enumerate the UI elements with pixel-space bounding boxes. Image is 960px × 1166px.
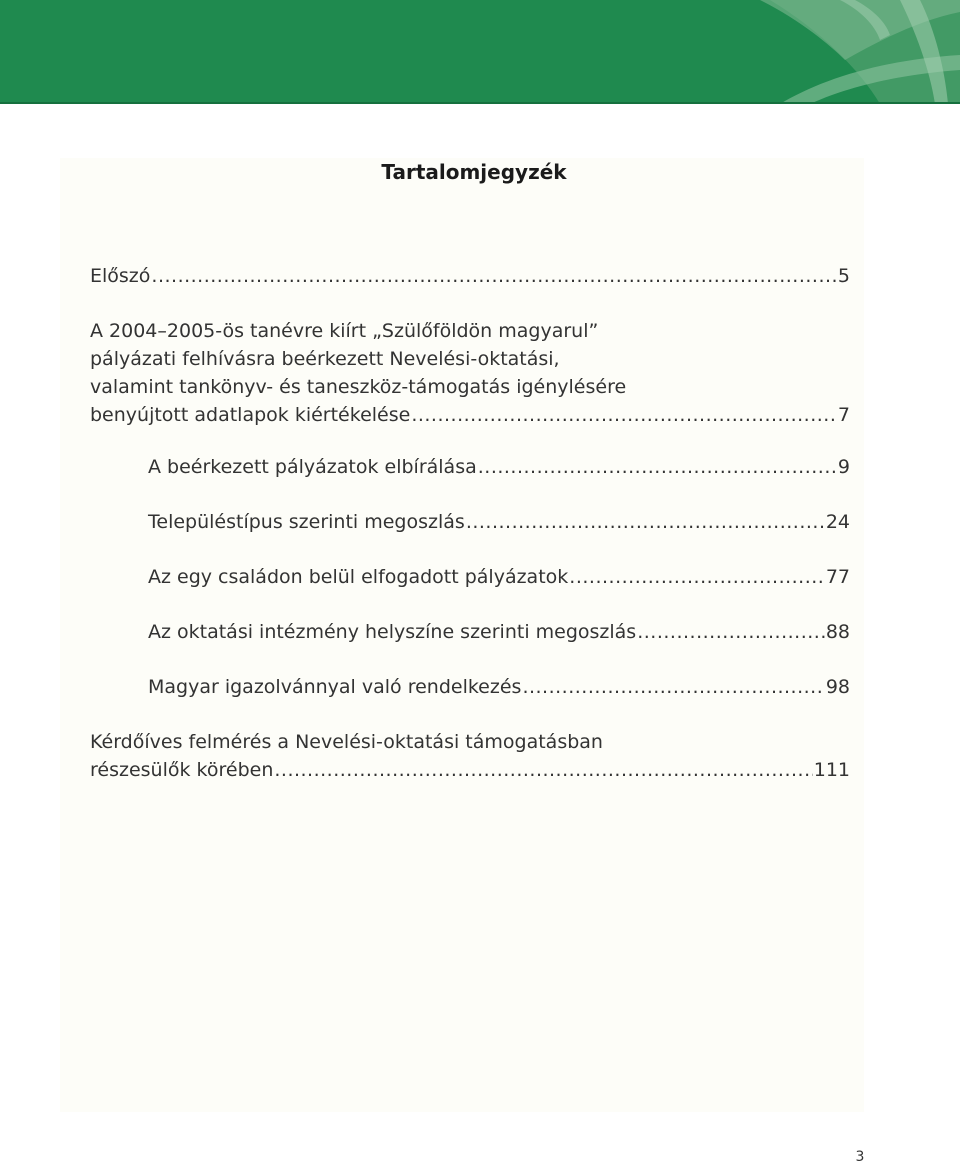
toc-entry-title: benyújtott adatlapok kiértékelése: [90, 404, 411, 426]
toc-entry-institution-location[interactable]: [148, 618, 850, 646]
toc-entry-title-line: valamint tankönyv- és taneszköz-támogatás igénylésére: [90, 376, 627, 398]
toc-leader-dots: [522, 673, 824, 701]
toc-entry-row: [148, 508, 850, 536]
toc-entry-settlement-type[interactable]: [148, 508, 850, 536]
toc-entry-title-line: A 2004–2005-ös tanévre kiírt „Szülőföldön magyarul”: [90, 320, 599, 342]
toc-entry-hungarian-id[interactable]: [148, 673, 850, 701]
toc-entry-row: [90, 756, 850, 784]
toc-entry-adjudication[interactable]: [148, 453, 850, 481]
toc-entry-page: 9: [837, 456, 850, 478]
toc-entry-page: 5: [837, 265, 850, 287]
toc-entry-page: 98: [825, 676, 850, 698]
header-divider: [0, 102, 960, 104]
toc-entry-evaluation[interactable]: [90, 317, 850, 429]
toc-entry-survey[interactable]: [90, 728, 850, 784]
toc-entry-title: Az egy családon belül elfogadott pályázatok: [148, 566, 569, 588]
toc-leader-dots: [274, 756, 812, 784]
toc-entry-title: Településtípus szerinti megoszlás: [148, 511, 465, 533]
toc-entry-page: 7: [837, 404, 850, 426]
toc-entry-row: [148, 618, 850, 646]
page-number: 3: [855, 1149, 865, 1165]
toc-entry-title: Az oktatási intézmény helyszíne szerinti megoszlás: [148, 621, 637, 643]
toc-entry-page: 111: [813, 759, 850, 781]
toc-entry-page: 77: [825, 566, 850, 588]
toc-leader-dots: [569, 563, 825, 591]
toc-entry-title-line: Kérdőíves felmérés a Nevelési-oktatási támogatásban: [90, 731, 603, 753]
toc-entry-row: [148, 563, 850, 591]
toc-entry-title: Előszó: [90, 265, 151, 287]
toc-title: Tartalomjegyzék: [381, 160, 567, 184]
toc-entry-row: [148, 453, 850, 481]
header-band: [0, 0, 960, 104]
toc-entry-title: részesülők körében: [90, 759, 274, 781]
toc-entry-title: Magyar igazolvánnyal való rendelkezés: [148, 676, 522, 698]
green-arc-ornament-icon: [0, 0, 960, 104]
toc-entry-title-line: pályázati felhívásra beérkezett Nevelési-oktatási,: [90, 348, 560, 370]
toc-entry-row: [148, 673, 850, 701]
toc-entry-page: 24: [825, 511, 850, 533]
toc-entry-page: 88: [825, 621, 850, 643]
toc-entry-row: [90, 401, 850, 429]
toc-entry-title: A beérkezett pályázatok elbírálása: [148, 456, 477, 478]
toc-leader-dots: [466, 508, 825, 536]
toc-leader-dots: [637, 618, 825, 646]
toc-entry-family[interactable]: [148, 563, 850, 591]
toc-leader-dots: [411, 401, 837, 429]
toc-entry-foreword[interactable]: [90, 262, 850, 290]
toc-leader-dots: [478, 453, 837, 481]
toc-leader-dots: [151, 262, 837, 290]
toc-entry-row: [90, 262, 850, 290]
